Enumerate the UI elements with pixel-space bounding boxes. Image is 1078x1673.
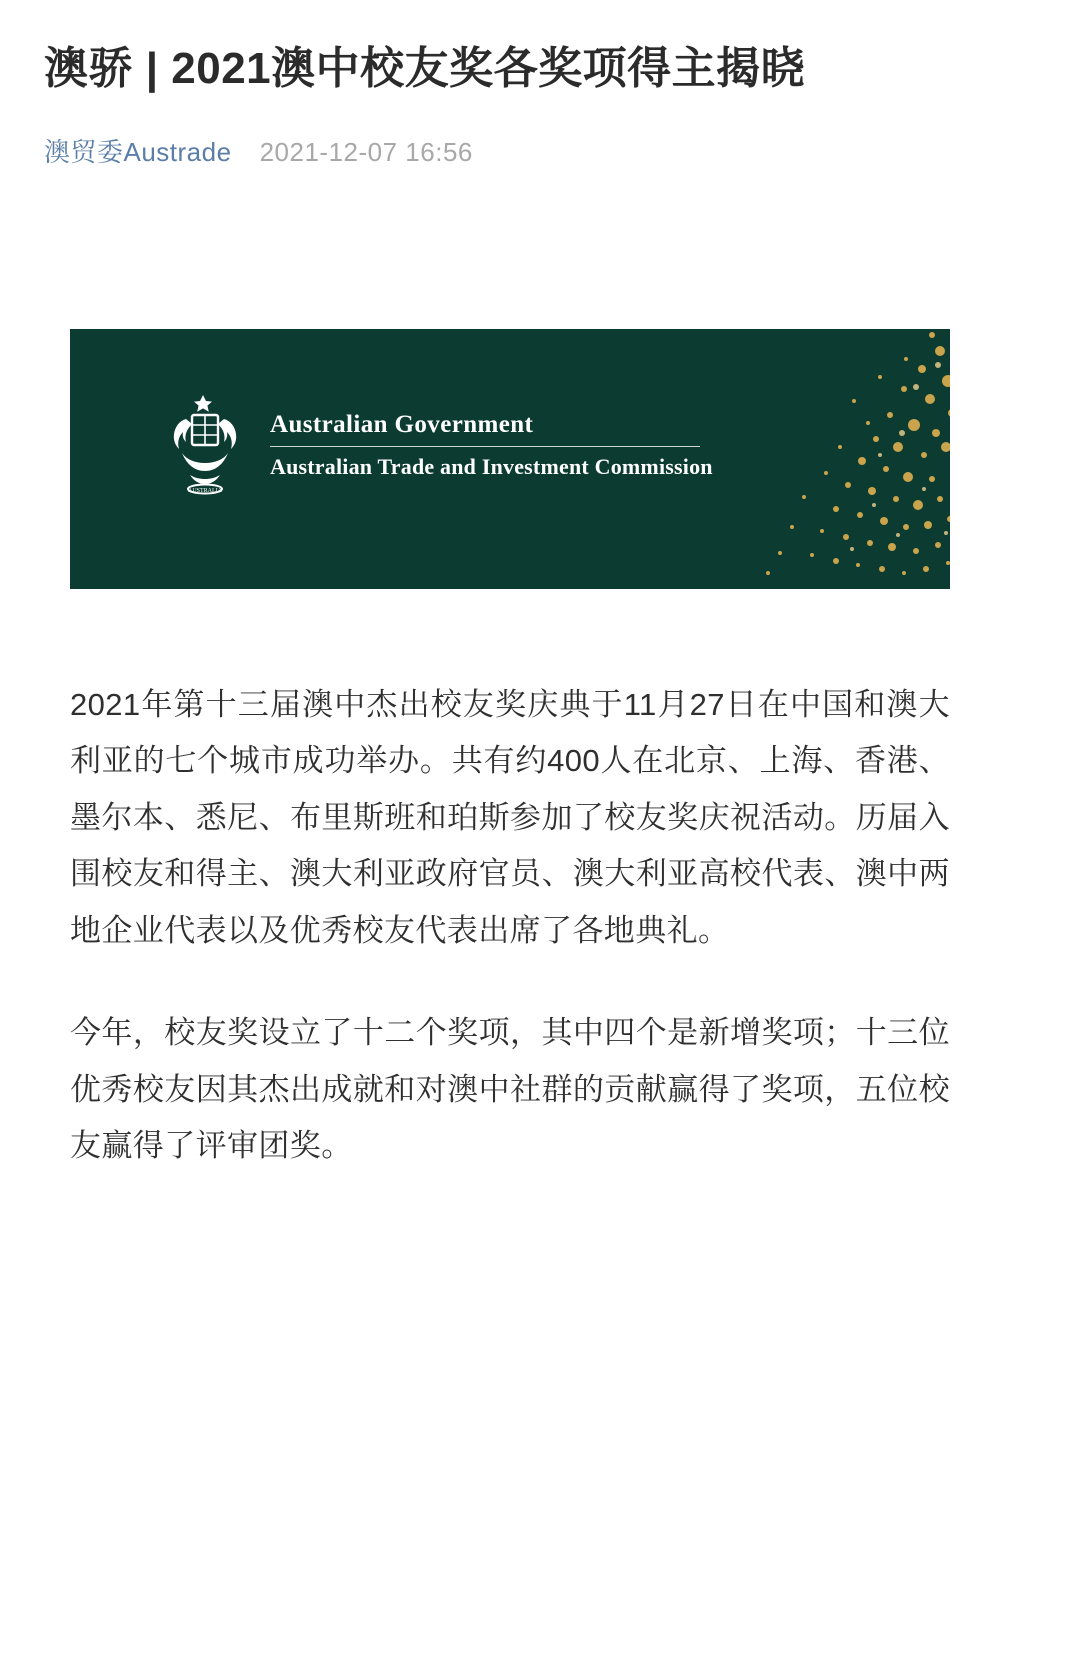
svg-text:AUSTRALIA: AUSTRALIA (188, 488, 222, 495)
banner-lockup (162, 393, 713, 497)
banner-title-line: Australian Government (270, 410, 534, 438)
body-paragraph: 今年，校友奖设立了十二个奖项，其中四个是新增奖项；十三位优秀校友因其杰出成就和对澳中社群的贡献赢得了奖项，五位校友赢得了评审团奖。 (70, 1015, 950, 1163)
article-body (70, 677, 950, 1174)
article-meta (44, 132, 1034, 169)
commonwealth-coat-of-arms-icon (162, 393, 248, 497)
banner-text-block (270, 411, 713, 480)
article-author[interactable]: 澳贸委Austrade (44, 137, 232, 168)
article-timestamp: 2021-12-07 16:56 (259, 137, 473, 168)
page-title: 澳骄 | 2021澳中校友奖各奖项得主揭晓 (44, 44, 806, 93)
banner-divider (270, 446, 700, 447)
banner-subtitle-line: Australian Trade and Investment Commission (270, 453, 713, 479)
body-paragraph: 2021年第十三届澳中杰出校友奖庆典于11月27日在中国和澳大利亚的七个城市成功举办。共有约400人在北京、上海、香港、墨尔本、悉尼、布里斯班和珀斯参加了校友奖庆祝活动。历届入围校友和得主、澳大利亚政府官员、澳大利亚高校代表、澳中两地企业代表以及优秀校友代表出席了各地典礼。 (70, 687, 950, 948)
banner-container (70, 329, 950, 589)
australian-government-banner (70, 329, 950, 589)
